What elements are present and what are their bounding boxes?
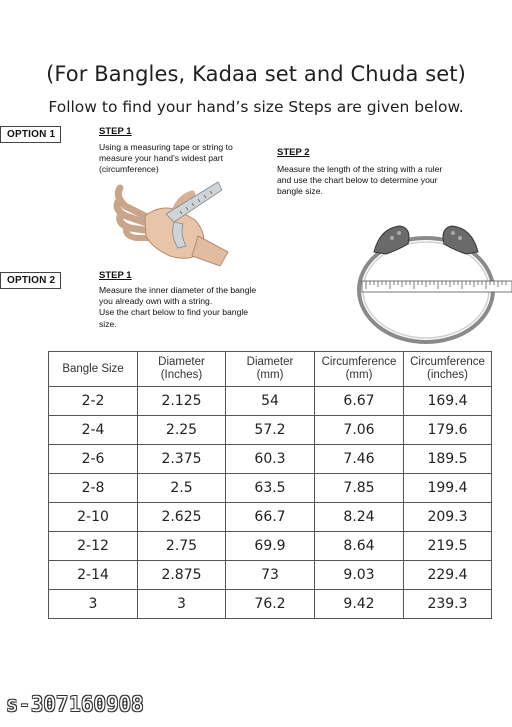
cell-diameter-mm: 76.2 (226, 590, 315, 619)
cell-diameter-inches: 2.75 (138, 532, 226, 561)
cell-diameter-inches: 2.375 (138, 445, 226, 474)
cell-bangle-size: 2-4 (49, 416, 138, 445)
header-line: Circumference (321, 356, 397, 368)
cell-diameter-mm: 69.9 (226, 532, 315, 561)
page-title: (For Bangles, Kadaa set and Chuda set) (46, 62, 466, 86)
cell-circumference-inches: 189.5 (404, 445, 492, 474)
table-row (49, 416, 492, 445)
column-header-diameter-inches (138, 352, 226, 387)
option-2-step-1-text (99, 285, 256, 330)
table-row (49, 474, 492, 503)
product-id-watermark: s-307160908 (6, 692, 144, 716)
header-line: (mm) (256, 369, 284, 381)
cell-diameter-mm: 57.2 (226, 416, 315, 445)
cell-circumference-mm: 9.42 (315, 590, 404, 619)
cell-bangle-size: 3 (49, 590, 138, 619)
option-1-step-1-text (99, 142, 233, 176)
cell-diameter-inches: 3 (138, 590, 226, 619)
cell-bangle-size: 2-6 (49, 445, 138, 474)
cell-circumference-inches: 209.3 (404, 503, 492, 532)
header-line: (inches) (427, 369, 468, 381)
cell-diameter-mm: 54 (226, 387, 315, 416)
cell-bangle-size: 2-12 (49, 532, 138, 561)
cell-circumference-inches: 229.4 (404, 561, 492, 590)
option-1-badge: OPTION 1 (0, 126, 61, 143)
desc-line: you already own with a string. (99, 296, 213, 307)
cell-circumference-mm: 7.06 (315, 416, 404, 445)
desc-line: bangle size. (277, 186, 323, 197)
cell-bangle-size: 2-8 (49, 474, 138, 503)
cell-diameter-inches: 2.625 (138, 503, 226, 532)
cell-circumference-mm: 6.67 (315, 387, 404, 416)
column-header-diameter-mm (226, 352, 315, 387)
table-row (49, 445, 492, 474)
cell-diameter-mm: 63.5 (226, 474, 315, 503)
desc-line: and use the chart below to determine your (277, 175, 438, 186)
bangle-ruler-illustration (352, 214, 512, 346)
header-line: Diameter (158, 356, 205, 368)
cell-circumference-mm: 9.03 (315, 561, 404, 590)
cell-diameter-inches: 2.875 (138, 561, 226, 590)
table-row (49, 387, 492, 416)
header-line: Diameter (246, 356, 294, 368)
header-line: Circumference (410, 356, 485, 368)
cell-circumference-mm: 7.46 (315, 445, 404, 474)
cell-circumference-inches: 199.4 (404, 474, 492, 503)
cell-circumference-inches: 179.6 (404, 416, 492, 445)
option-2-step-1-heading: STEP 1 (99, 270, 132, 281)
cell-bangle-size: 2-14 (49, 561, 138, 590)
option-1-step-2-heading: STEP 2 (277, 147, 310, 158)
option-1-step-2-text (277, 164, 442, 198)
table-header-row (49, 352, 492, 387)
header-line: (Inches) (160, 369, 203, 381)
column-header-circumference-mm (315, 352, 404, 387)
column-header-circumference-inches (404, 352, 492, 387)
cell-circumference-mm: 7.85 (315, 474, 404, 503)
cell-bangle-size: 2-2 (49, 387, 138, 416)
desc-line: Use the chart below to find your bangle (99, 307, 249, 318)
cell-circumference-inches: 219.5 (404, 532, 492, 561)
table-row (49, 532, 492, 561)
cell-diameter-mm: 60.3 (226, 445, 315, 474)
cell-diameter-inches: 2.125 (138, 387, 226, 416)
cell-circumference-mm: 8.64 (315, 532, 404, 561)
option-2-badge: OPTION 2 (0, 272, 61, 289)
cell-circumference-inches: 239.3 (404, 590, 492, 619)
header-line: (mm) (345, 369, 373, 381)
page-subtitle: Follow to find your hand’s size Steps are given below. (48, 98, 464, 116)
desc-line: measure your hand’s widest part (99, 153, 224, 164)
table-row (49, 503, 492, 532)
table-row (49, 561, 492, 590)
desc-line: Measure the inner diameter of the bangle (99, 285, 257, 295)
option-1-step-1-heading: STEP 1 (99, 126, 132, 137)
desc-line: Using a measuring tape or string to (99, 142, 233, 152)
bangle-size-table (48, 351, 492, 619)
cell-diameter-inches: 2.25 (138, 416, 226, 445)
cell-circumference-mm: 8.24 (315, 503, 404, 532)
cell-circumference-inches: 169.4 (404, 387, 492, 416)
column-header-bangle-size (49, 352, 138, 387)
table-row (49, 590, 492, 619)
cell-diameter-mm: 66.7 (226, 503, 315, 532)
cell-bangle-size: 2-10 (49, 503, 138, 532)
cell-diameter-mm: 73 (226, 561, 315, 590)
desc-line: size. (99, 318, 117, 329)
cell-diameter-inches: 2.5 (138, 474, 226, 503)
desc-line: (circumference) (99, 164, 159, 175)
hand-measuring-illustration (100, 176, 230, 266)
desc-line: Measure the length of the string with a ruler (277, 164, 443, 174)
header-line: Bangle Size (62, 362, 124, 375)
